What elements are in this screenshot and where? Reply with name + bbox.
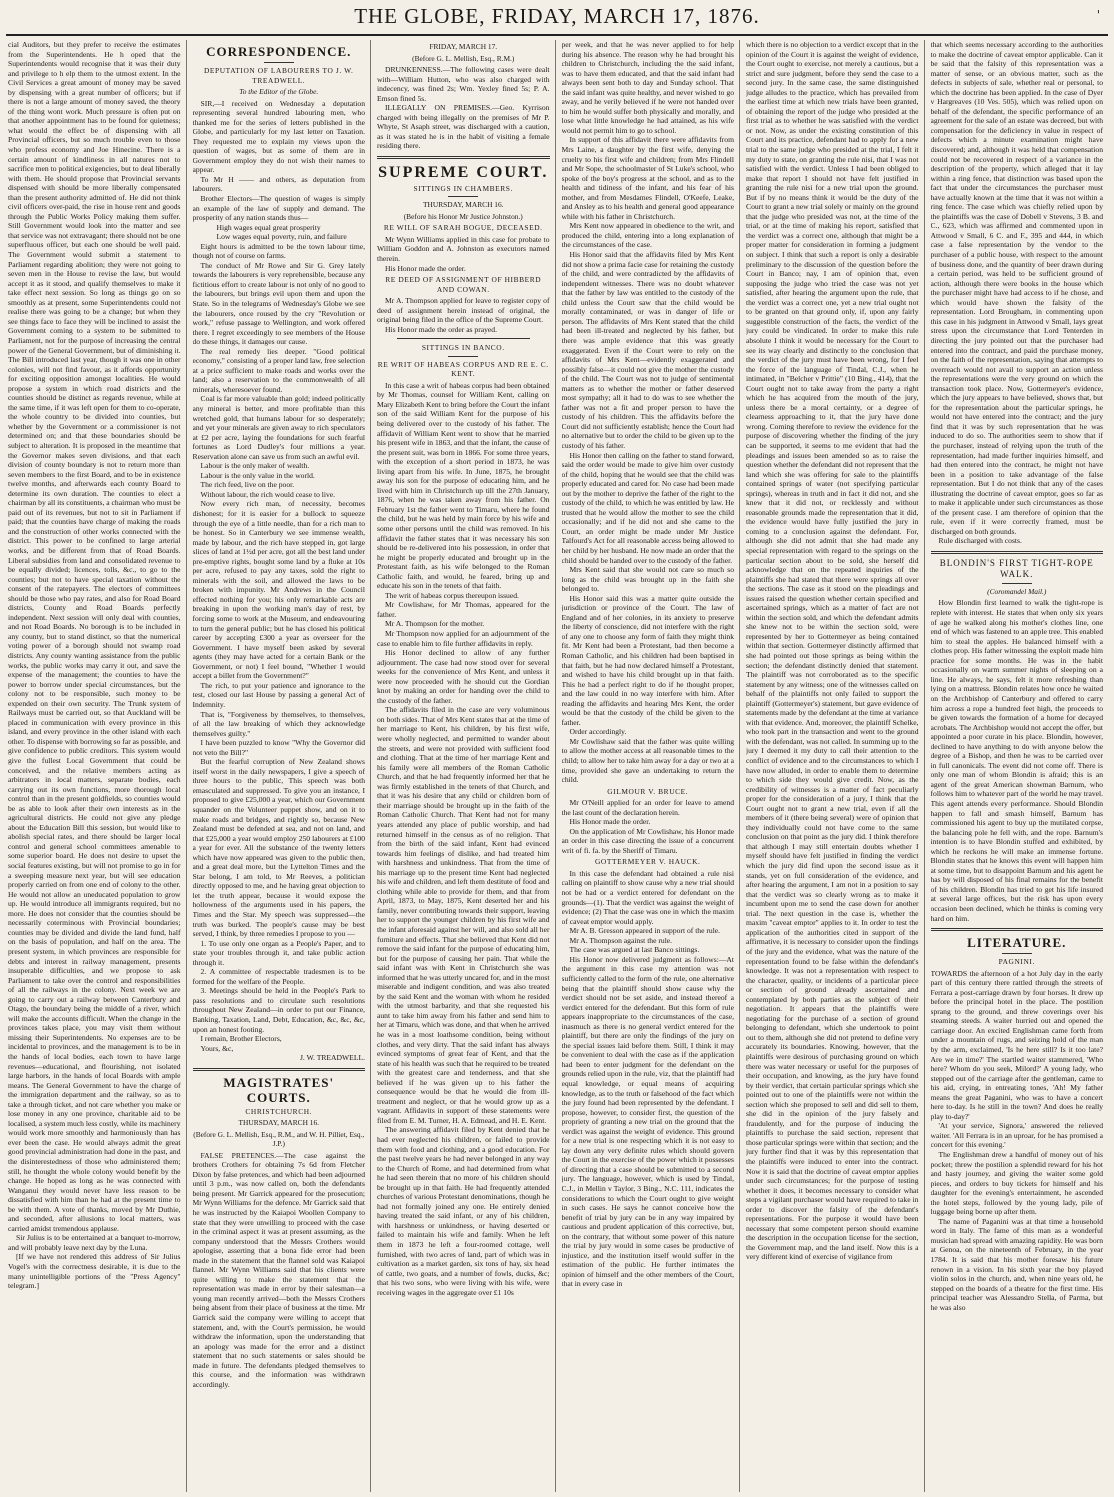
case-title: RE WILL OF SARAH BOGUE, DECEASED. [383,223,543,233]
letter-paragraph: SIR,—I received on Wednesday a deputation representing several hundred labouring men, who thanked me for the series of letters published in the Globe, and particularly for my last letter on Taxation. They requested me to explain my views upon the question of wages, but as some of them are in Government employ they do not wish their names to appear. [192,98,365,175]
case-paragraph: His Honor made the order. [385,263,466,273]
case-paragraph: Order accordingly. [569,727,627,737]
column-6 [931,40,1109,1492]
newspaper-title: THE GLOBE, FRIDAY, MARCH 17, 1876. [354,4,760,28]
case-paragraph: Mrs Kent now appeared in obedience to the writ, and produced the child, entering into a long explanation of the circumstances of the case. [561,221,734,250]
case-paragraph: His Honor said this was a matter quite outside the jurisdiction or province of the Court. The law of England and of her colonies, in its anxiety to preserve the liberty of conscience, did not interfere with the right of any one to choose any form of faith they might think fit. Mr Kent had been a Protestant, had then become a Roman Catholic, and his children had been baptised in that faith, but he had now declared himself a Protestant, and wished to have his child brought up in that faith. This he had a perfect right to do if he thought proper, and the law could in no way interfere with him. After reading the affidavits and hearing Mrs Kent, the order would be that the custody of the child be given to the father. [561,593,734,727]
section-rule [931,928,1104,931]
letter-paragraph: I have been puzzled to know "Why the Governor did not veto the Bill?" [192,738,365,757]
letter-paragraph: The conduct of Mr Rowe and Sir G. Grey lately towards the labourers is very reprehensible, because any fictitious effort to create labour is not only of no good to the labourers, but brings evil upon them and upon the State. So in the telegrams of Wednesday's Globe we see the labourers, once roused by the cry "Revolution or work," refuse passage to Wellington, and work offered there. I regret exceedingly to see members of the House do these things, it damages our cause. [192,260,365,347]
case-paragraph: His Honor made the order. [569,817,651,827]
section-heading-magistrates: MAGISTRATES' COURTS. [223,1074,335,1105]
corner-mark: ' [1096,8,1100,22]
letter-line: The rich feed, live on the poor. [200,480,295,490]
section-heading-correspondence: CORRESPONDENCE. [206,44,352,59]
column-1 [8,40,187,1492]
column-2 [193,40,372,1492]
case-paragraph: In this case a writ of habeas corpus had been obtained by Mr Thomas, counsel for William Kent, calling on Mary Elizabeth Kent to bring before the Court the infant son of the said William Kent for the purpose of his being delivered over to the custody of his father. The affidavit of William Kent went to show that he married his present wife in 1863, and that the infant, the cause of the present suit, was born in 1866. For some three years, with the exception of a short period in 1873, he was living apart from his wife. In June, 1875, he brought away his son for the purpose of educating him, and he lived with him in Christchurch up till the 27th January, 1876, when he was taken away from his father. On February 1st the father went to Timaru, where he found the child, but he was held by main force by his wife and some other persons until the child was removed. In his affidavit the father states that it was necessary his son should be re-delivered into his possession, in order that he might be properly educated and brought up in the Protestant faith, as his wife belonged to the Roman Catholic faith, and would, he feared, bring up and educate his son in the tenets of that faith. [377,380,550,591]
case-paragraph: Rule discharged with costs. [938,536,1022,546]
article-subheading: PAGNINI. [998,957,1035,967]
masthead [0,0,1114,38]
case-paragraph: The writ of habeas corpus thereupon issued. [385,590,519,600]
case-paragraph: Mr A. Thompson applied for leave to register copy of deed of assignment herein instead of original, the original being filed in the office of the Supreme Court. [377,296,550,325]
case-paragraph: which there is no objection to a verdict except that in the opinion of the Court it is against the weight of evidence, the Court ought to exercise, not merely a cautious, but a strict and sure judgment, before they send the case to a second jury. In the same case, the same distinguished judge alludes to the practice, which has prevailed from the earliest time at which new trials have been granted, of obtaining the report of the judge who presided at the first trial as to whether he was satisfied with the verdict or not. Now, as under the existing constitution of this Court and its practice, defendant had to apply for a new trial to the same judge who presided at the trial, I felt it my duty to state, on granting the rule nisi, that I was not satisfied with the verdict. Unless I had been obliged to make that report I should not have felt justified in granting the rule nisi for a new trial upon the ground. But if by no means think it would be the duty of the Court to grant a new trial solely or mainly on the ground that the judge who presided was not, at the time of the trial, or at the time of making his report, satisfied that the verdict was a correct one, although that might be a proper matter for consideration in forming a judgment on subject. I think that such a report is only a desirable preliminary to the discussion of the question before the Court in Banco; nay, I am of opinion that, even supposing the judge who tried the case was not yet satisfied, after hearing the argument upon the rule, that the verdict was a correct one, yet a new trial ought not to be granted on that ground only, if, upon any fairly suggestible construction of the facts, the verdict of the jury could be vindicated. In order to make this rule absolute I think it would be necessary for the Court to see its way clearly and distinctly to the conclusion that the verdict of the jury must have been wrong, for I feel the force of the language of Tindal, C.J., when he intimated, in "Belcher v Prittie" (10 Bing., 414), that the Court ought not to take away from the party a right which he has acquired from the mouth of the jury, unless there be a moral certainty, or a degree of clearness approaching to it, that the jury have done wrong. Coming therefore to review the evidence for the purpose of discovering whether the finding of the jury can be supported, it seems to me evident that had the pleadings and issues been amended so as to raise the question whether the defendant did not represent that the land which she was offering for sale to the plaintiffs contained springs of water (not specifying particular springs), whereas in truth and in fact it did not, and she knew that it did not, or recklessly and without reasonable grounds made the representation that it did, the evidence would have fully justified the jury in coming to a conclusion against the defendant. For, although she did not admit that she had made any special representation with regard to the springs on the particular section about to be sold, she herself did acknowledge that on the repeated inquiries of the plaintiffs she had stated that there were springs all over the sections. The case as it stood on the pleadings and issues raised the question whether certain specified and ascertained springs, which as a matter of fact are not within the section sold, and which the defendant admits she knew not to be within the section sold, were represented by her to Gottermeyer as being contained within that section. Gottermeyer distinctly affirmed that she had pointed out those springs as being within the section; the defendant distinctly denied that statement. The plaintiff was not corroborated as to the specific statement by any witness; one of the witnesses called on behalf of the plaintiffs not only failed to support the plaintiff (Gottermeyer's) statement, but gave evidence of statements made by the defendant at the time at variance with that evidence. And, moreover, the plaintiff Schelke, who took part in the transaction and went to the ground with the defendant, was not called. In summing up to the jury I deemed it my duty to call their attention to the conflict of evidence and to the circumstances to which I have now alluded, in order to enable them to determine to which side they would give credit. Now, as the credibility of witnesses is a matter of fact peculiarly proper for the consideration of a jury, I think that the Court ought not to grant a new trial, even if all the members of it (there being several) were of opinion that they individually could not have come to the same conclusion on that point as the jury did. I think therefore that although I may still entertain doubts whether I myself should have felt justified in finding the verdict which the jury did find upon the second issue as it stands, yet on full consideration of the evidence, and after hearing the argument, I am not in a position to say that the verdict was so clearly wrong as to make it incumbent upon me to send the case down for another trial. The next question in the case is, whether the maxim "caveat emptor" applies to it. In order to test the application of the authorities cited in support of the affirmative, it is necessary to consider upon the findings of the jury and the evidence, what was the nature of the representation found to be false within the defendant's knowledge. It was not a representation with respect to the character, quality, or incidents of a particular piece or section of ground already ascertained and contemplated by both parties as the subject of their negotiation. It appears that the plaintiffs were negotiating for the purchase of a section of ground belonging to defendant, which she undertook to point out to them, although she did not pretend to define very accurately its boundaries. Knowing, however, that the plaintiffs were desirous of purchasing ground on which there was water necessary or useful for the purposes of their occupation, and knowing, as the jury have found by their verdict, that certain particular springs which she pointed out to one of the plaintiffs were not within the section which she proposed to sell and did sell to them, she did in the opinion of the jury falsely and fraudulently, and for the purpose of inducing the plaintiffs to purchase the said section, represent that those particular springs were within that section; and the jury further find that it was by this representation that the plaintiffs were induced to enter into the contract. Now it is said that the doctrine of caveat emptor applies under such circumstances; for the purpose of testing whether it does, it becomes necessary to consider what steps a vigilant purchaser would have required to take in order to discover the falsity of the defendant's representations. For the purpose it would have been necessary that some competent person should examine the description in the occupation license for the section, the Government map, and the land itself. Now this is a very different kind of exercise of vigilance from [746,40,919,1262]
letter-paragraph: Now every rich man, of necessity, becomes dishonest; for it is easier for a bullock to squeeze through the eye of a little needle, than for a rich man to be honest. So in Canterbury we see immense wealth, made by labour, and the rich have stepped in, got large slices of land at 1½d per acre, got all the best land under pre-emptive rights, bought some land by a fluke at 10s per acre, refused to pay any taxes, sold the right to minerals with the soil, and allowed the laws to be broken with impunity. Mr Andrews in the Council effected nothing for you; his only remarkable acts are breaking in upon the working man's day of rest, by forcing some to work at the Museum, and endeavouring to turn the general public; but he has closed his political career by accepting £300 a year as overseer for the Government. I have myself been asked by several agents (they may have acted for a certain Bank or the Government, or not) I feel bound, "Whether I would accept a billet from the Government?" [192,499,365,681]
letter-line: Labour is the only maker of wealth. [200,461,310,471]
case-title: RE DEED OF ASSIGNMENT OF HIBBERD AND COWAN. [385,275,542,294]
letter-paragraph: To Mr H —— and others, as deputation from labourers. [192,174,365,194]
letter-paragraph: But the fearful corruption of New Zealand shows itself worst in the daily newspapers, I give a speech of three hours to the public, This speech was both emasculated and suppressed. To give you an instance, I proposed to give £25,000 a year, which our Government squander on the Volunteer puppet show, and on it to make roads and bridges, and rightly so, because New Zealand must be defended at sea, and not on land, and that £25,000 a year would employ 250 labourers at £100 a year for ever. All the substance of the twenty letters which have now appeared was given to the public then, and a great deal more, but the Lyttelton Times and the Star belong, I am told, to Mr Reeves, a politician directly opposed to me, and he having great objection to let the truth appear, because it would expose the hollowness of the arguments used in his papers, the Times and the Star. My speech was suppressed—the truth was burked. The people's cause may be best served, I think, by three remedies I propose to you — [192,757,365,939]
case-title: GOTTERMEYER V. HAUCK. [594,857,701,867]
letter-paragraph: The rich, to put your patience and ignorance to the test, closed our last House by passing a general Act of Indemnity. [192,680,365,709]
case-paragraph: that which seems necessary according to the authorities to make the doctrine of caveat emptor applicable. Can it be said that the falsity of this representation was a matter of sense, or an obvious matter, such as the defects in subjects of sale, whether real or personal, to which the doctrine has been applied. In the case of Dyer v Hargreaves (10 Ves. 505), which was relied upon on behalf of the defendant, the specific performance of an agreement for the sale of an estate was decreed, but with compensation for the deficiency in value in respect of defects which a minute examination might have discovered; and, although it was held that compensation could not be recovered in respect of a variance in the description of the property, which alleged that it lay within a ring fence, that distinction was based upon the fact that under the circumstances the purchaser must have actually known at the time that it was not within a ring fence. The case which was chiefly relied upon by the plaintiffs was the case of Dobell v Stevens, 3 B. and C., 623, which was affirmed and commented upon in Attwood v Small, 6 C. and F., 395 and 444, in which case a false representation by the vendor to the purchaser of a public house, with respect to the amount of business done, and the quantity of beer drawn during a certain period, was held to be sufficient ground of action, although there were books in the house which the purchaser might have had access to if he chose, and which would have shown the falsity of the representation. Lord Brougham, in commenting upon this case in his judgment in Attwood v Small, lays great stress upon the circumstance that Lord Tenterden in directing the jury pointed out that the purchaser had entered into the contract, and paid the purchase money, on the faith of the representation, saying that attempts to overreach would not avail to support an action unless the representations were the very ground on which the transaction took place. Now, Gottermeyer's evidence, which the jury appears to have believed, shows that, but for the representation about the particular springs, he would not have entered into the contract; and the jury find that it was by such representation that he was induced to do so. The authorities seem to show that if the purchaser, instead of relying upon the truth of the representation, had made further inquiries himself, and had then entered into the contract, he might not have been in a position to take advantage of the false representation. But I do not think that any of the cases illustrating the doctrine of caveat emptor, goes so far as to make it applicable under such circumstances as those of the present case. I am therefore of opinion that the rule, even if it were correctly framed, must be discharged on both grounds. [930,40,1103,536]
column-5 [746,40,925,1492]
article-paragraph: Sir Julius is to be entertained at a banquet to-morrow, and will probably leave next day by the Luna. [8,1233,181,1252]
section-rule [193,1068,366,1071]
section-heading-supreme-court: SUPREME COURT. [378,163,549,181]
court-paragraph: ILLEGALLY ON PREMISES.—Geo. Kyrrison charged with being illegally on the premises of Mr P. Whyte, St Asaph street, was discharged with a caution, as it was stated he is in the habit of visiting a female residing there. [377,103,550,151]
letter-paragraph: Eight hours is admitted to be the town labour time, though not of course on farms. [192,241,365,261]
column-4 [562,40,741,1492]
case-paragraph: Mr A. Thompson against the rule. [569,935,673,945]
letter-paragraph: 1. To use only one organ as a People's Paper, and to state your troubles through it, and take public action through it. [192,938,365,967]
case-paragraph: His Honor declined to allow of any further adjournment. The case had now stood over for several weeks for the convenience of Mrs Kent, and unless it were now proceeded with he should cut the Gordian knot by making an order for handing over the child to the custody of the father. [377,648,550,705]
letter-line: Without labour, the rich would cease to live. [200,489,336,499]
case-paragraph: His Honor said that the affidavits filed by Mrs Kent did not show a prima facie case for retaining the custody of the child, and were contradicted by the affidavits of independent witnesses. There was no doubt whatever that the father by law was entitled to the custody of the child unless the Court saw that the child would be morally contaminated, or was in danger of life or person. The affidavits of Mrs Kent stated that the child had been ill-treated and neglected by his father, but there was ample evidence that this was greatly exaggerated. Even if the Court were to rely on the affidavits of Mrs Kent—evidently exaggerated and possibly false—it could not give the mother the custody of the child. The Court was not to judge of sentimental matters as to whether the mother or father deserved most sympathy; all it had to do was to see whether the father was not a fit and proper person to have the custody of his children. This the affidavits before the Court did not sufficiently establish; hence the Court had no alternative but to order the child to be given up to the custody of his father. [561,250,734,450]
letter-paragraph: Brother Electors—The question of wages is simply an example of the law of supply and demand. The prosperity of any nation stands thus— [192,193,365,223]
divider [448,356,478,357]
section-rule [377,156,550,159]
article-source: (Coromandel Mail.) [987,586,1047,596]
divider [397,338,530,339]
case-paragraph: His Honor now delivered judgment as follows:—At the argument in this case my attention was not sufficiently called to the form of the rule, one alternative being that the plaintiff should show cause why the verdict should not be set aside, and instead thereof a verdict entered for the defendant. But this form of rule appears inappropriate to the circumstances of the case, inasmuch as there is no general verdict entered for the plaintiff, but there are only the findings of the jury on the special issues laid before them. Still, I think it may be convenient to deal with the case as if the application had been to enter judgment for the defendant on the grounds relied upon in the rule, viz, that the plaintiff had equal knowledge, or equal means of acquiring knowledge, as to the truth or falsehood of the fact which the jury found had been represented by the defendant. I propose, however, to consider first, the question of the propriety of granting a new trial on the ground that the verdict was against the weight of evidence. This ground for a new trial is one respecting which it is not easy to lay down any very definite rules which should govern the Court in the exercise of the power which it possesses of directing that a case should be submitted to a second jury. The language, however, which is used by Tindal, C.J., in Mellin v Taylor, 3 Bing., N.C. 111, indicates the considerations to which the Court ought to give weight in such cases. He says he cannot conceive how the benefit of trial by jury can be in any way impaired by cautious and prudent application of this corrective, but, on the contrary, that without some power of this nature the trial by jury would in some cases be productive of injustice, and the institution itself would suffer in the estimation of the public. He further intimates the opinion of himself and the other members of the Court, that in every case in [561,954,734,1289]
case-paragraph: Mr O'Neill applied for an order for leave to amend the last count of the declaration herein. [561,798,734,817]
sitting-date: THURSDAY, MARCH 16. [423,200,504,210]
sitting-title: SITTINGS IN BANCO. [421,343,505,353]
court-date: THURSDAY, MARCH 16. [238,1118,319,1128]
case-paragraph: On the application of Mr Cowlishaw, his Honor made an order in this case directing the issue of a concurrent writ of fi. fa. by the Sheriff of Timaru. [561,826,734,855]
section-heading-literature: LITERATURE. [967,935,1067,951]
case-paragraph: His Honor then calling on the father to stand forward, said the order would be made to give him over custody of the child, hoping that he would see that the child was properly educated and cared for. No case had been made out by the mother to deprive the father of the right to the custody of the child, to which he was entitled by law. He trusted that he would allow the mother to see the child occasionally; and if he did not and she came to the Court, an order might be made under Mr Justice Talfourd's Act for all reasonable access being allowed to her child by her husband. He now made an order that the child should be handed over to the custody of the father. [561,450,734,565]
divider [448,196,478,197]
letter-paragraph: The real remedy lies deeper. "Good political economy," consisting of a proper land law, free selection at a price sufficient to make roads and works over the land; also a reservation to the commonwealth of all minerals, wheresoever found. [192,346,365,394]
article-paragraph: The Englishman drew a handful of money out of his pocket; threw the postilion a splendid reward for his hot and hasty journey, and giving the waiter some gold pieces, and orders to buy tickets for himself and his daughter for the evening's entertainment, he ascended the hotel steps, followed by the young lady, pile of luggage being borne up after them. [930,1149,1103,1217]
article-paragraph: TOWARDS the afternoon of a hot July day in the early part of this century there rattled through the streets of Ferrara a post-carriage drawn by four horses. It drew up before the principal hotel in the place. The postilion sprang to the ground, and threw coverings over his steaming steeds. A waiter hurried out and opened the carriage door. An excited Englishman came forth from under a mountain of rugs, and seizing hold of the man by the arm, exclaimed, 'Is he here still? Is it too late? Are we in time?' The startled waiter stammered, 'Who here? Whom do you seek, Milord?' A young lady, who stepped out of the carriage after the gentleman, came to his aid, crying, in entreating tones, 'Ah! My father means the great Paganini, who was to have a concert here to-day. Is he still in the town? And does he really play to-day?' [930,968,1103,1121]
letter-closing: Yours, &c, [200,1043,234,1053]
divider [1002,583,1032,584]
case-paragraph: In this case the defendant had obtained a rule nisi calling on plaintiff to show cause why a new trial should not be had or a verdict entered for defendant on the grounds—(1). That the verdict was against the weight of evidence; (2) That the case was one in which the maxim of caveat emptor would apply. [561,868,734,926]
letter-paragraph: Coal is far more valuable than gold; indeed politically any mineral is better, and more profitable than this wretched gold, that humans labour for so desperately; and yet your minerals are given away to rich speculators at £2 per acre, laying the foundations for such fearful fortunes as Lord Dudley's four millions a year. Reservation alone can save us from such an awful evil. [192,394,365,461]
case-paragraph: The answering affidavit filed by Kent denied that he had ever neglected his children, or failed to provide them with food and clothing, and a good education. For the past twelve years he had never belonged in any way to the Church of Rome, and had determined from what he had seen therein that no more of his children should be brought up in that faith. He had frequently attended churches of various Protestant denominations, though he had not formally joined any one. He entirely denied having treated the said infant, or any of his children, with harshness or unkindness, or having deserted or failed to maintain his wife and family. When he left them in 1873 he left a four-roomed cottage, well furnished, with two acres of land, part of which was in cultivation as a market garden, six tons of hay, six head of cattle, two goats, and a number of fowls, ducks, &c; that his two sons, who were living with his wife, were receiving wages in the aggregate over £1 10s [377,1125,550,1297]
court-bench: (Before G. L. Mellish, Esq., R.M., and W. H. Pilliet, Esq., J.P.) [193,1129,365,1149]
case-paragraph: Mr Cowlishaw, for Mr Thomas, appeared for the father. [377,600,550,619]
case-title: GILMOUR V. BRUCE. [607,786,689,796]
article-paragraph: [If we have not rendered this address of Sir Julius Vogel's with the correctness desirable, it is due to the many unintelligible portions of the "Press Agency" telegram.] [8,1252,181,1291]
letter-signature: J. W. TREADWELL. [299,1053,365,1063]
article-paragraph: How Blondin first learned to walk the tight-rope is replete with interest. He states that when only six years of age he walked along his mother's clothes line, one end of which was fastened to an apple tree. This enabled him to steal the apples. He balanced himself with a clothes prop. His father witnessing the exploit made him practice for some months. He was in the habit occasionally on warm summer nights of sleeping on a line. He always, he says, felt it more refreshing than lying on a mattress. Blondin relates how once he waited on the Archbishop of Canterbury and offered to carry him across a rope a hundred feet high, the proceeds to be given towards the formation of a home for decayed acrobats. The Archbishop would not accept the offer, but appointed a poor curate in his place. Blondin, however, declined to have anything to do with anyone below the degree of a Bishop, and then he was to be carried over in full canonicals. The event did not come off. There is only one man of whom Blondin is afraid; this is an agent of the great American showman Barnum, who follows him to whatever part of the world he may travel. This agent attends every performance. Should Blondin happen to fall and smash himself, Barnum has commissioned his agent to buy up the mutilated corpse, the balancing pole he fell with, and the rope. Barnum's intention is to have Blondin stuffed and exhibited, by which he reckons he will make an immense fortune. Blondin states that he knows this event will happen him at some time, but to disappoint Barnum and his agent he has by will disposed of his final remains for the benefit of his children. Blondin has tried to get his life insured at several large offices, but the risk has upon every occasion been declined, which he thinks is coming very hard on him. [930,598,1103,923]
case-paragraph: Mr Cowlishaw said that the father was quite willing to allow the mother access at all reasonable times to the child; to allow her to take him away for a day or two at a time, provided she gave an undertaking to return the child. [561,736,734,785]
letter-title: DEPUTATION OF LABOURERS TO J. W. TREADWELL. [203,66,354,85]
article-paragraph: 'At your service, Signora,' answered the relieved waiter. 'All Ferrara is in an uproar, for he has promised a concert for this evening.' [930,1121,1103,1150]
case-paragraph: Mr Thompson now applied for an adjournment of the case to enable him to file further affidavits in reply. [377,629,550,648]
letter-line: High wages equal great prosperity [216,222,321,232]
letter-paragraph: 3. Meetings should be held in the People's Park to pass resolutions and to circulate such resolutions throughout New Zealand—in order to put our Finance, Banking, Taxation, Land, Debt, Education, &c, &c, &c, upon an honest footing. [192,986,365,1034]
article-heading-blondin: BLONDIN'S FIRST TIGHT-ROPE WALK. [939,557,1094,579]
court-place: CHRISTCHURCH. [245,1106,313,1116]
case-paragraph: Mr A. Thompson for the mother. [385,619,485,629]
court-date: FRIDAY, MARCH 17. [429,42,498,51]
case-paragraph: The affidavits filed in the case are very voluminous on both sides. That of Mrs Kent states that at the time of her marriage to Kent, his children, by his first wife, were wholly neglected, and permitted to wander about the streets, and were not provided with sufficient food and clothing. That at the time of her marriage Kent and his family were all members of the Roman Catholic Church, and that he had frequently informed her that he was firmly established in the tenets of that Church, and that it was his desire that any child or children born of their marriage should be brought up in the faith of the Roman Catholic Church. That Kent had not for many years attended any place of public worship, and had returned himself in the census as of no religion. That from the birth of the said infant, Kent had evinced towards him feelings of dislike, and had treated him with harshness and unkindness. That from the time of his marriage up to the present time Kent had neglected his wife and children, and left them destitute of food and clothing while able to provide for them, and that from April, 1873, to May, 1875, Kent deserted her and his family, never contributing towards their support, leaving her to support the younger children by his first wife and the infant aforesaid against her will, and also sold all her furniture and effects. That she believed that Kent did not remove the said infant for the purpose of educating him, but for the purpose of causing her pain. That while the said infant was with Kent in Christchurch she was informed that he was utterly uncared for, and in the most miserable and indigent condition, and was also treated by the said Kent and the woman with whom he resided with the utmost barbarity, and that she requested his aunt to take him away from his father and send him to her at Timaru, which was done, and that when he arrived he was in a most loathsome condition, being without clothes, and very dirty. That the said infant has always evinced symptoms of great fear of Kent, and that the state of his health was such that he required to be treated with the greatest care and tenderness, and that she believed if he was given up to his father the consequence would be that he would die from ill-treatment and neglect, or that he would grow up as a vagrant. Affidavits in support of these statements were filed from E. M. Turner, H. A. Edmead, and H. E. Kent. [377,705,550,1125]
article-paragraph: cial Auditors, but they prefer to receive the estimates from the Superintendents. He h oped that the Superintendents would recognise that it was their duty and privilege to h elp them to the utmost extent. In the Civil Services a great amount of money may be saved by dispensing with a great number of officers; but if there is not a large amount of money saved, the theory of the thing wont work. Much pressure is often put on that another appointment has to be found for quietness; what would the effect be of dispensing with all Provincial officers, but so much trouble even to those who profess economy and Joe Hinecine. There is a certain amount of kindliness in all natures not to sacrifice men to political exigencies, but to deal liberally with them. He should propose that Provincial servants dispensed with should be more liberally compensated than the present authority admitted of. He did not think civil officers over-paid, the rise in house rent and goods through the Public Works Policy making them suffer. Still Government would look into the matter and see that service was not extravagant; there should not be one superfluous officer, but each one should be well paid. The Government would submit a statement to Parliament regarding abolition; they were not going to seven men in the House to revise the law, but would accept it as it stood, and qualify themselves to make it take effect next session. So long as things go on so smoothly as at present, some Superintendents could not realise there was going to be a change; but when they see things face to face they will be inclined to assist the Government coming to a system to be submitted to Parliament, not for the purpose of increasing the central power of the General Government, but of diminishing it. The Bill introduced last year, though it was one in other colonies, will not find favour, as it affords opportunity for exciting opposition amongst localities. He would propose a system in which road districts and the counties should be distinct as regards revenue, while at the same time, if it was left open for them to co-operate, the whole country to be divided into counties, but whether by the Government or a commissioner is not determined on; and that these boundaries should be subject to alteration. It is proposed in the meantime that the Governor makes seven divisions, and that each division of county boundary is not to return more than seven members to the first Board, and to be in existence twelve months, and afterwards each county Board to determine its own duration. The counties to elect a chairman by all its constituents, a chairman who must be paid out of its revenues, but not to sit in Parliament if paid; that the counties have charge of making the roads and the construction of other works connected with the district. This power to be confined to large arterial works, and be different from that of Road Boards. Liberal subsidies from land and consolidated revenue to be equally divided; licences, tolls, &c., to go to the counties; but not to have special taxation without the consent of the ratepayers. The electors of committees should be those who pay rates, and also for Road Board districts, County and Road Boards perfectly independent. Next session will only deal with counties, and not Road Boards. No borough is to be included in any county, but to stand distinct, so that the numerical voting power of a borough should not swamp road districts. Any county wanting assistance from the public works, the public works may carry it out, and save the expense of the management; the counties to have the power to borrow under special circumstances, but the colony not to be responsible, such money to be expended on their own security. The Trunk system of Railways must be carried out, so that Auckland will be placed in communication with every province in this island, and every province in the other island with each other. To dispense with borrowing so far as possible, and give confidence to public creditors. This system would give the fullest Local Government that could be conceived, and the relative members acting as arbitrators in local matters, separate bodies, each carrying out its own functions, more thorough local control than in the present goldfields, so counties would be as able to look after their own interests as in the agricultural districts. He could not give any pledge about the Education Bill this session, but would like to abolish special rates, and there should be larger local control and general school committees amenable to some superior board. He does not desire to upset the social features existing, but will not promise to go in for a sweeping measure next year, but will see education properly carried on from one end of colony to the other. He would not allow an uneducated population to grow up. He would introduce all immigrants required, but no more. He does not consider that the counties should be necessarily coterminous with Provincial boundaries; counties may be divided and divide the land fund, half on the basis of population, and half on the area. The present system, in which provinces are responsible for debts and interest in railway management, presents insuperable difficulties, and we propose to ask Parliament to take over the control and responsibilities of all the railways in the colony. Next week we are going to carry out a railway between Canterbury and Otago, the boundary being the middle of a river, which will make the accounts difficult. When the change in the provinces takes place, you may visit them without missing their Superintendents. No expenses are to be incidental to provinces, and the management is to be in the hands of local bodies, each town to have large revenues—educational, and flourishing, not isolated large harbors, in the hands of local Boards with ample means. The General Government to have the charge of the immigration department and the railway, so as to take a through ticket, and not care whether you make or lose money in any one province, charitable aid to be localised, a system much less costly, while its machinery would work more smoothly and harmoniously than has ever been the case. He would always admit the great good provincial administration had done in the past, and the disinterestedness of those who administered them; still, he thought the whole colony would benefit by the change. He hoped as long as he was connected with Wanganui they would never have less reason to be dissatisfied with him than he had at the present time to be with them. A vote of thanks, moved by Mr Duthie, and seconded, after allusions to local matters, was carried amidst tremendous applause. [8,40,181,1233]
letter-line: Low wages equal poverty, ruin, and failure [216,232,347,242]
case-paragraph: His Honor made the order as prayed. [385,324,497,334]
page-columns [8,40,1108,1492]
letter-salutation: To the Editor of the Globe. [239,87,319,96]
section-rule [931,551,1104,554]
letter-paragraph: 2. A committee of respectable tradesmen is to be formed for the welfare of the People. [192,967,365,986]
sitting-bench: (Before his Honor Mr Justice Johnston.) [403,211,523,221]
article-paragraph: The name of Paganini was at that time a household word in Italy. The fame of this man as a wonderful musician had spread with amazing rapidity. He was born at Genoa, on the nineteenth of February, in the year 1784. It is said that his mother foresaw his future renown in a vision. In his sixth year the boy played violin solos in the church, and, when nine years old, he stepped on the boards of a theatre for the first time. His principal teacher was Alessandro Stella, of Parma, but he was also [930,1216,1103,1312]
letter-paragraph: That is, "Forgiveness by themselves, to themselves, of all the law breaking of which they acknowledge themselves guilty." [192,709,365,738]
case-paragraph: per week, and that he was never applied to for help during his absence. The reason why he had brought his children to Christchurch, including the the said infant, was to have them educated, and that the said infant had always been sent both to day and Sunday school. That the said infant was quite healthy, and never wished to go away, and he verily believed if he were not handed over to him he would suffer both physically and morally, and lose what little knowledge he had attained, as his wife would not permit him to go to school. [561,40,734,135]
case-paragraph: Mr A. B. Gresson appeared in support of the rule. [569,926,721,936]
court-paragraph: FALSE PRETENCES.—The case against the brothers Crothers for obtaining 7s 6d from Fletcher Dixon by false pretences, and which had been adjourned until 3 p.m., was now called on, both the defendants being present. Mr Garrick appeared for the prosecution; Mr Wynn Williams for the defence. Mr Garrick said that he was instructed by the Kaiapoi Woollen Company to state that they were unwilling to proceed with the case in the criminal aspect it was at present assuming, as the company understood that the Messrs Crothers would apologise, asserting that a bona fide error had been made in the statement that the flannel sold was Kaiapoi flannel. Mr Wynn Williams said that his clients were quite willing to make the statement that the representation was made in error by their salesman—a young man recently arrived—both the Messrs Crothers being absent from their place of business at the time. Mr Garrick said the company were willing to accept that statement, and, with the Court's permission, he would withdraw the information, upon the understanding that an apology was made for the error and a distinct statement that no such statements or sales should be made in future. The defendants pledged themselves to this course, and the information was withdrawn accordingly. [192,1150,365,1389]
sitting-title: SITTINGS IN CHAMBERS. [413,183,513,193]
column-3 [377,40,556,1492]
letter-closing: I remain, Brother Electors, [200,1034,282,1044]
case-paragraph: Mrs Kent said that she would not care so much so long as the child was brought up in the faith she belonged to. [561,565,734,594]
letter-line: Labour is the only value in the world. [200,470,315,480]
masthead-rule [6,34,1108,36]
court-bench: (Before G. L. Mellish, Esq., R.M.) [412,53,515,63]
case-paragraph: The case was argued at last Banco sittings. [569,945,700,955]
court-paragraph: DRUNKENNESS.—The following cases were dealt with—William Hutton, who was also charged with indecency, was fined 2s; Wm. Yexley fined 5s; P. A. Emson fined 5s. [377,65,550,103]
divider [1002,953,1032,954]
divider [264,62,294,63]
case-title: RE WRIT OF HABEAS CORPUS AND RE E. C. KENT. [377,359,549,379]
case-paragraph: Mr Wynn Williams applied in this case for probate to William Goddon and A. Johnston as executors named therein. [377,234,550,264]
case-paragraph: In support of this affidavit there were affidavits from Mrs Laine, a daughter by the first wife, denying the cruelty to his first wife and children; from Mrs Flindell and Mr Sope, the schoolmaster of St Luke's school, who spoke of the boy's progress at the school, and as to the health and tidiness of the infant, and his fear of his mother, and from Mesdames Flindell, O'Keefe, Leake, and Ansley as to his health and general good appearance while with his father in Christchurch. [561,135,734,221]
